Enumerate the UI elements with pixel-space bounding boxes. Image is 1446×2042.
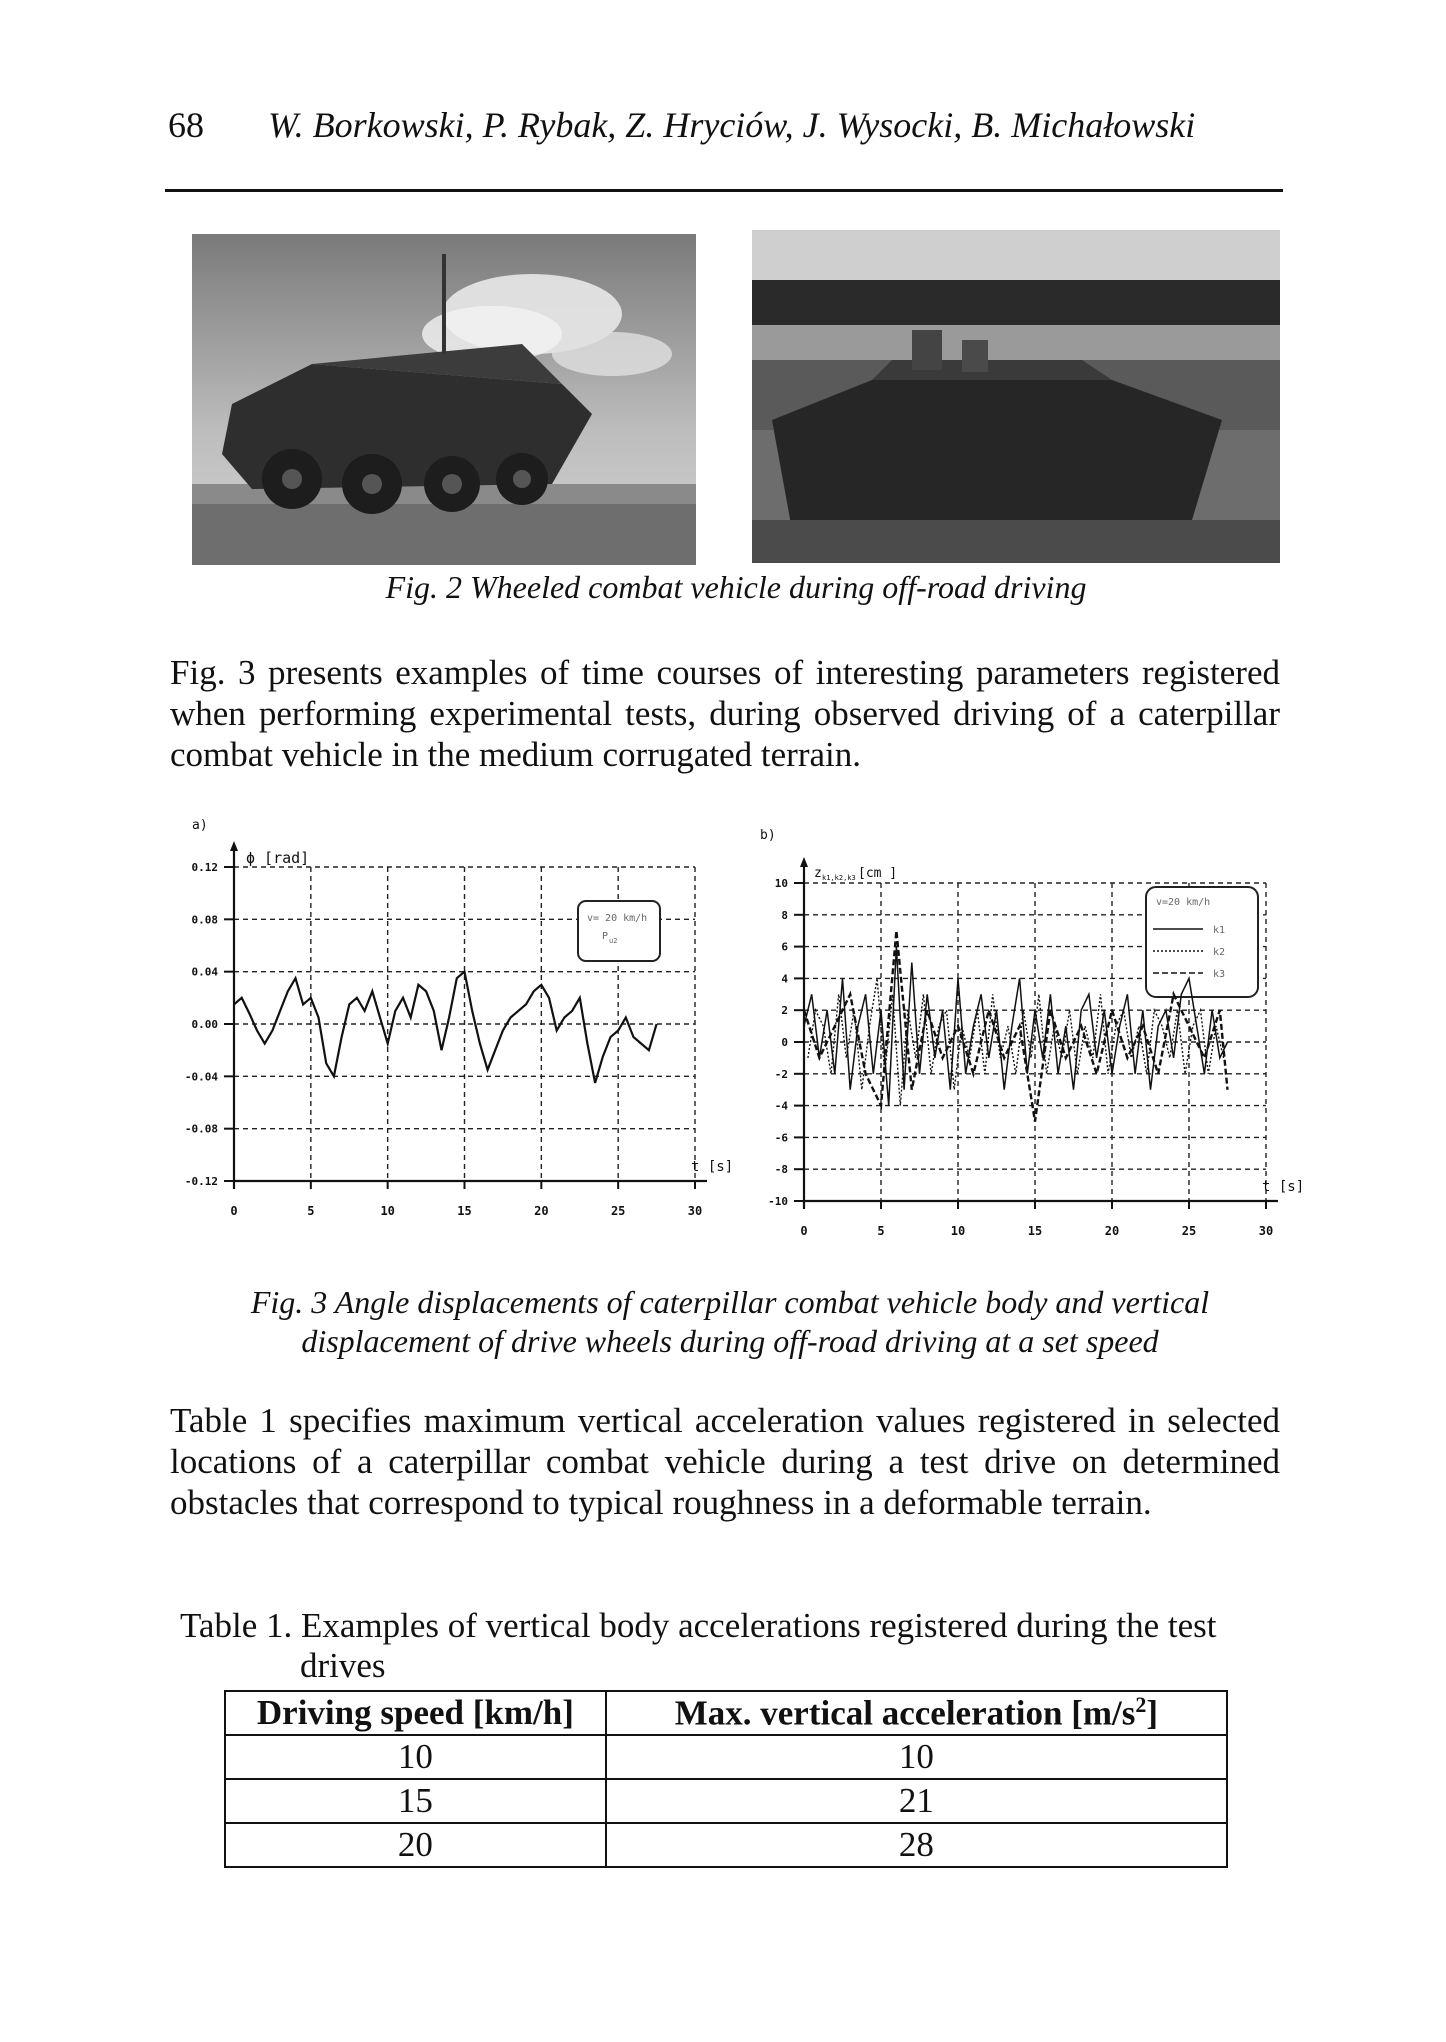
header-bracket: ] — [1146, 1693, 1159, 1733]
header-rule — [165, 189, 1283, 192]
table-cell: 20 — [225, 1823, 606, 1867]
y-tick-label: 0.04 — [191, 965, 218, 979]
y-axis-label-unit: [cm ] — [858, 866, 898, 881]
x-tick-label: 0 — [800, 1224, 808, 1238]
figure3-caption-line1: Fig. 3 Angle displacements of caterpillar combat vehicle body and vertical — [250, 1284, 1210, 1320]
table-header-row — [225, 1691, 1227, 1735]
panel-label: a) — [192, 818, 208, 833]
x-tick-label: 25 — [610, 1204, 626, 1218]
y-axis-label: z — [814, 866, 822, 881]
y-axis-arrow — [230, 841, 238, 851]
table1 — [224, 1690, 1228, 1868]
x-tick-label: 30 — [1258, 1224, 1274, 1238]
x-tick-label: 20 — [534, 1204, 549, 1218]
series-line-phi — [234, 972, 657, 1083]
x-tick-label: 15 — [457, 1204, 472, 1218]
x-tick-label: 20 — [1104, 1224, 1120, 1238]
y-tick-label: -0.08 — [184, 1122, 218, 1136]
legend-title: v=20 km/h — [1156, 897, 1211, 908]
table-cell: 21 — [606, 1779, 1227, 1823]
x-tick-label: 25 — [1181, 1224, 1197, 1238]
legend-label-k2: k2 — [1213, 947, 1226, 958]
table1-caption — [180, 1606, 1280, 1686]
y-tick-label: -10 — [768, 1195, 788, 1208]
running-header — [168, 104, 1280, 146]
y-tick-label: 10 — [774, 877, 788, 890]
y-axis-arrow — [800, 857, 808, 867]
y-tick-label: 0.08 — [191, 913, 218, 927]
chart-vertical-displacement — [758, 825, 1305, 1265]
y-tick-label: 8 — [781, 908, 788, 922]
photo-caterpillar-vehicle — [752, 230, 1280, 563]
figure3-caption-line2: displacement of drive wheels during off-road driving at a set speed — [301, 1323, 1159, 1359]
table-cell: 10 — [225, 1735, 606, 1779]
y-tick-label: -0.12 — [184, 1175, 218, 1188]
y-tick-label: -8 — [774, 1163, 788, 1177]
photo-wheeled-vehicle — [192, 234, 696, 565]
x-axis-label: t [s] — [1262, 1179, 1305, 1195]
x-tick-label: 15 — [1027, 1224, 1043, 1238]
x-tick-label: 5 — [307, 1204, 315, 1218]
table-cell: 10 — [606, 1735, 1227, 1779]
legend-label-k1: k1 — [1213, 925, 1226, 936]
y-tick-label: 6 — [781, 940, 788, 954]
legend-box — [578, 901, 660, 961]
header-max-acceleration — [606, 1691, 1227, 1735]
x-tick-label: 5 — [877, 1224, 885, 1238]
x-tick-label: 30 — [687, 1204, 703, 1218]
legend-text-sub: u2 — [609, 937, 618, 945]
y-tick-label: -6 — [774, 1131, 788, 1145]
legend-label-k3: k3 — [1213, 969, 1226, 980]
table-row — [225, 1779, 1227, 1823]
panel-label: b) — [760, 828, 776, 843]
y-axis-label: ϕ [rad] — [246, 849, 310, 867]
page-number: 68 — [168, 105, 204, 145]
header-max-acceleration-text: Max. vertical acceleration [m/s — [674, 1693, 1136, 1733]
y-tick-label: 2 — [781, 1004, 788, 1018]
legend-text-p: P — [602, 931, 609, 942]
y-tick-label: 0.00 — [191, 1018, 218, 1031]
figure2-caption: Fig. 2 Wheeled combat vehicle during off-road driving — [385, 569, 1087, 605]
table-row — [225, 1735, 1227, 1779]
header-superscript: 2 — [1135, 1692, 1147, 1718]
table1-caption-line1: Table 1. Examples of vertical body accelerations registered during the test — [180, 1606, 1217, 1645]
table1-caption-line2: drives — [300, 1646, 386, 1685]
x-axis-label: t [s] — [691, 1159, 734, 1175]
table-row — [225, 1823, 1227, 1867]
body-paragraph-2: Table 1 specifies maximum vertical acceleration values registered in selected locations of a caterpillar combat vehicle during a test drive on determined obstacles that correspond to typical roughness in a deformable terrain. — [170, 1401, 1280, 1522]
y-tick-label: -0.04 — [184, 1070, 218, 1084]
y-tick-label: -4 — [774, 1099, 788, 1113]
x-tick-label: 10 — [380, 1204, 395, 1218]
body-paragraph-1: Fig. 3 presents examples of time courses of interesting parameters registered when performing experimental tests, during observed driving of a caterpillar combat vehicle in the medium corrugated terrain. — [170, 653, 1280, 774]
y-axis-label-sub: k1,k2,k3 — [822, 874, 856, 882]
header-driving-speed: Driving speed [km/h] — [225, 1691, 606, 1735]
x-tick-label: 10 — [950, 1224, 966, 1238]
figure3-caption — [180, 1283, 1280, 1361]
y-tick-label: -2 — [774, 1067, 788, 1081]
table-cell: 15 — [225, 1779, 606, 1823]
x-tick-label: 0 — [230, 1204, 238, 1218]
authors: W. Borkowski, P. Rybak, Z. Hryciów, J. Wysocki, B. Michałowski — [268, 105, 1196, 145]
y-tick-label: 0 — [781, 1036, 788, 1049]
y-tick-label: 0.12 — [191, 861, 218, 874]
table-cell: 28 — [606, 1823, 1227, 1867]
legend-text-speed: v= 20 km/h — [587, 913, 648, 924]
y-tick-label: 4 — [781, 972, 788, 986]
chart-angle-displacement — [184, 815, 734, 1240]
